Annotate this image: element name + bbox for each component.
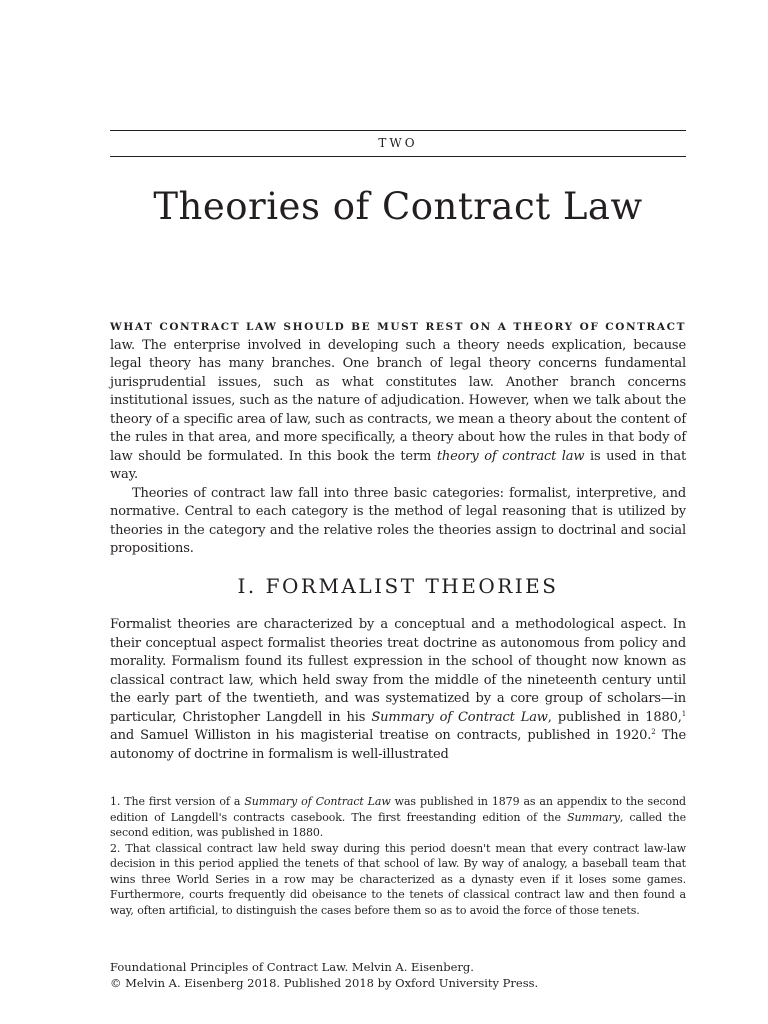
footnote-1-italic-1: Summary of Contract Law <box>244 795 391 808</box>
section-paragraph-1 <box>110 616 686 764</box>
footnotes <box>110 794 686 918</box>
intro-paragraph-2: Theories of contract law fall into three basic categories: formalist, interpretive, and normative. Central to each category is the method of legal reasoning that is utilized by theories in the category and the relative roles the theories assign to doctrinal and social propositions. <box>110 485 686 556</box>
intro-text <box>110 318 686 559</box>
chapter-number: TWO <box>378 136 418 150</box>
book-page <box>110 0 686 1024</box>
footnote-ref-1[interactable]: 1 <box>681 709 686 718</box>
intro-p1-end: is used in that way. <box>110 448 687 482</box>
copyright-block <box>110 959 686 991</box>
section-p1-c: and Samuel Williston in his magisterial treatise on contracts, published in 1920. <box>110 728 652 743</box>
copyright-line-2: © Melvin A. Eisenberg 2018. Published 2018 by Oxford University Press. <box>110 976 539 990</box>
section-heading: I. FORMALIST THEORIES <box>237 574 559 598</box>
chapter-rule-bottom <box>110 156 686 157</box>
footnote-1 <box>110 794 686 841</box>
section-p1-italic: Summary of Contract Law <box>371 709 548 725</box>
footnote-ref-2[interactable]: 2 <box>651 728 656 736</box>
footnote-1-c: , called the second edition, was published in 1880. <box>110 810 686 839</box>
intro-lead-smallcaps: WHAT CONTRACT LAW SHOULD BE MUST REST ON A THEORY OF CONTRACT <box>110 321 686 333</box>
intro-p1-text: law. The enterprise involved in developing such a theory needs explication, because legal theory has many branches. One branch of legal theory concerns fundamental jurisprudential issues, such as what constitutes law. Another branch concerns institutional issues, such as the nature of adjudication. However, when we talk about the theory of a specific area of law, such as contracts, we mean a theory about the content of the rules in that area, and more specifically, a theory about how the rules in that body of law should be formulated. In this book the term <box>110 337 686 464</box>
section-p1-b: , published in 1880, <box>547 709 682 725</box>
chapter-title: Theories of Contract Law <box>153 185 643 228</box>
footnote-1-italic-2: Summary <box>567 810 620 824</box>
copyright-line-1: Foundational Principles of Contract Law. Melvin A. Eisenberg. <box>110 960 474 974</box>
intro-p1-italic: theory of contract law <box>436 448 585 464</box>
section-p1-d: The autonomy of doctrine in formalism is well-illustrated <box>110 728 686 762</box>
section-p1-a: Formalist theories are characterized by a conceptual and a methodological aspect. In their conceptual aspect formalist theories treat doctrine as autonomous from policy and morality. Formalism found its fullest expression in the school of thought now known as classical contract law, which held sway from the middle of the nineteenth century until the early part of the twentieth, and was systematized by a core group of scholars—in particular, Christopher Langdell in his <box>110 617 686 725</box>
footnote-2: 2. That classical contract law held sway during this period doesn't mean that every contract law-law decision in this period applied the tenets of that school of law. By way of analogy, a baseball team that wins three World Series in a row may be characterized as a dynasty even if it loses some games. Furthermore, courts frequently did obeisance to the tenets of classical contract law and then found a way, often artificial, to distinguish the cases before them so as to avoid the force of those tenets. <box>110 841 686 917</box>
footnote-1-b: was published in 1879 as an appendix to the second edition of Langdell's contracts casebook. The first freestanding edition of the <box>110 795 686 824</box>
intro-paragraph-1 <box>110 318 686 485</box>
section-text <box>110 616 686 764</box>
chapter-rule-top <box>110 130 686 131</box>
footnote-1-a: 1. The first version of a <box>110 795 241 808</box>
